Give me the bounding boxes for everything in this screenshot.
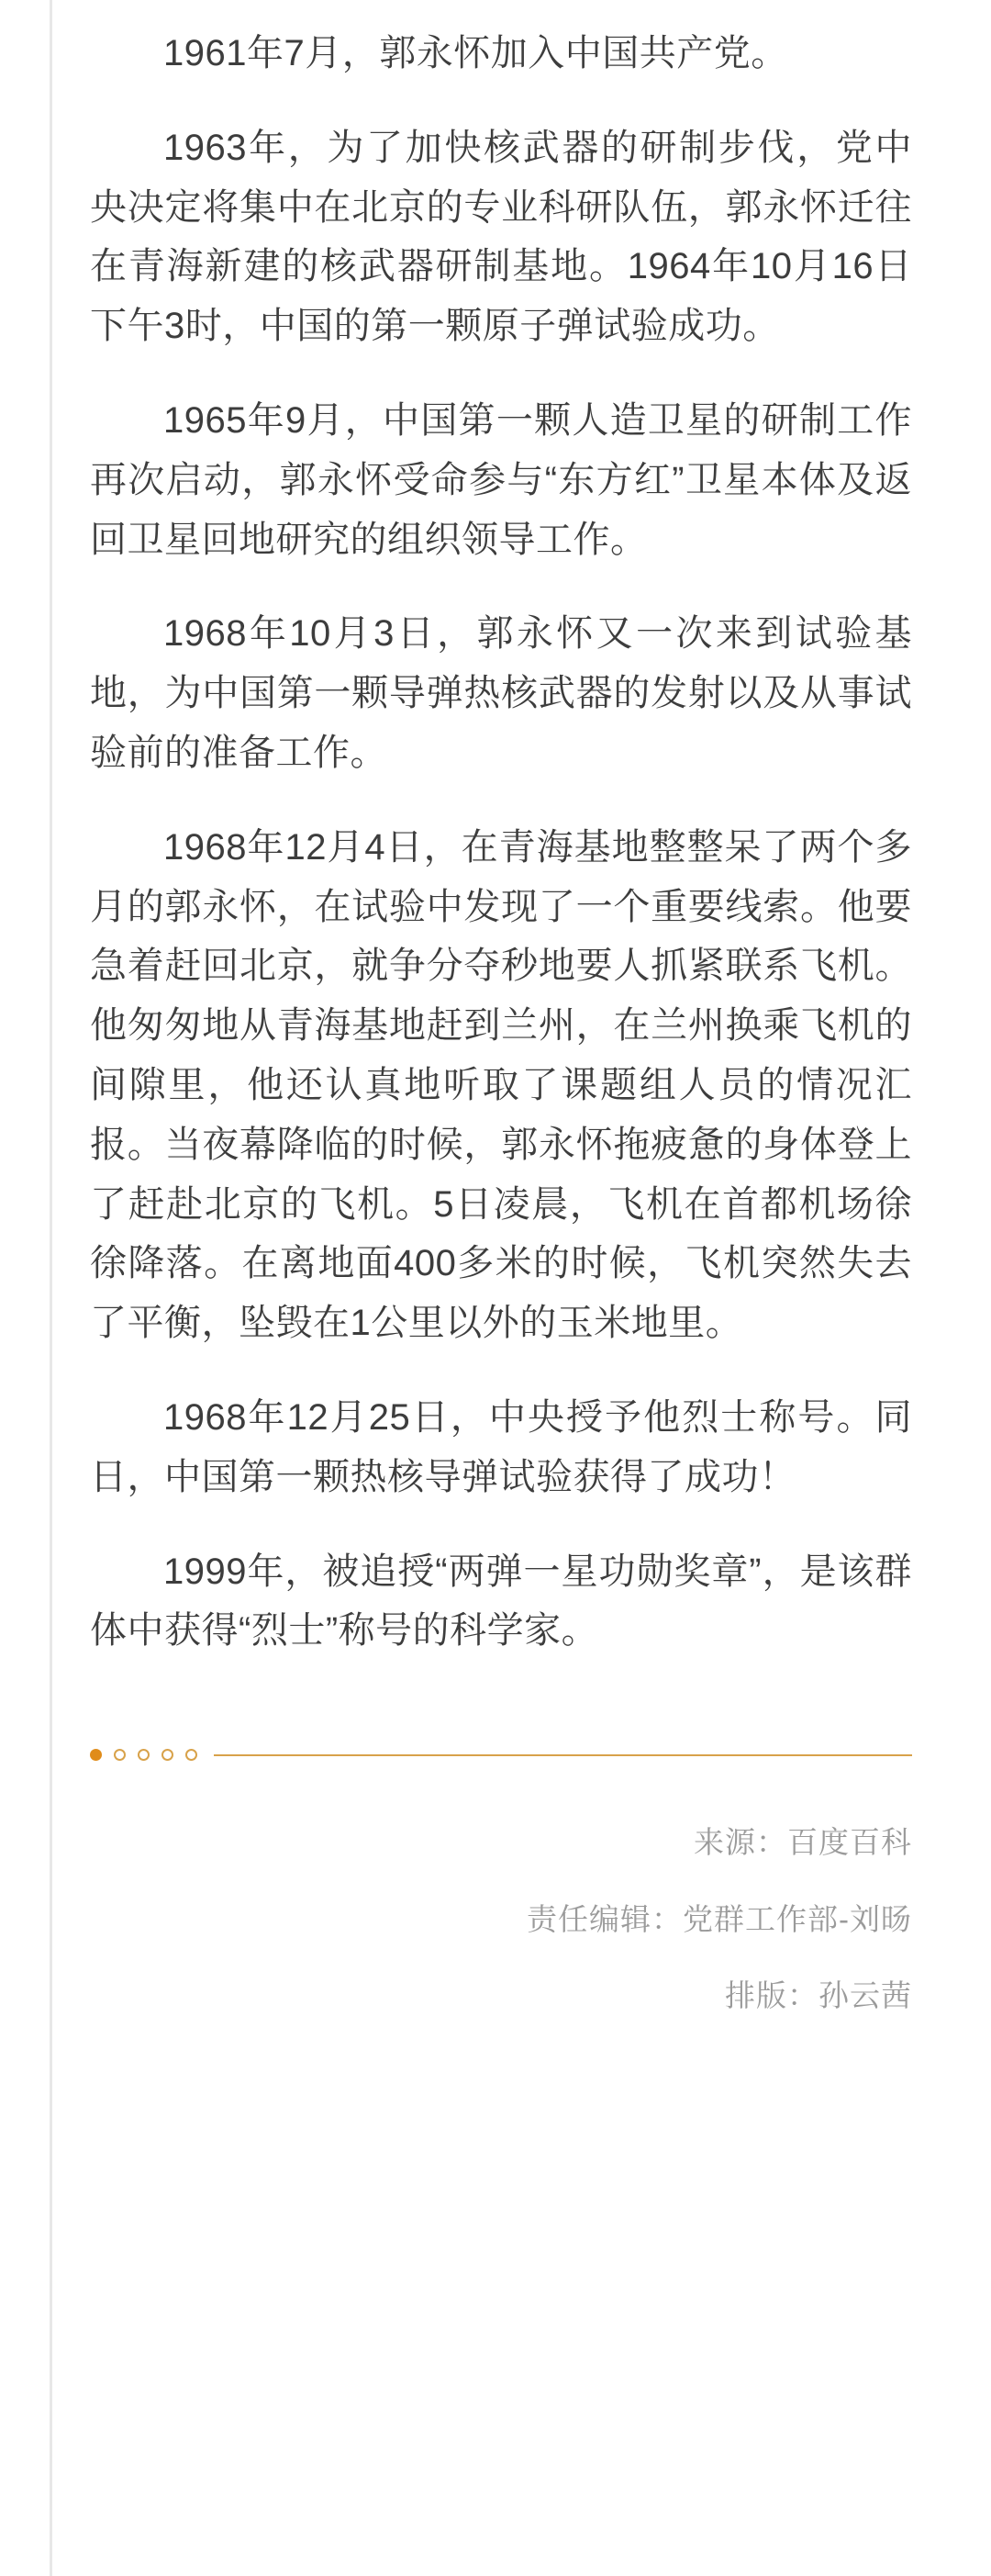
paragraph-5: 1968年12月4日，在青海基地整整呆了两个多月的郭永怀，在试验中发现了一个重要线索。他要急着赶回北京，就争分夺秒地要人抓紧联系飞机。他匆匆地从青海基地赶到兰州，在兰州换乘飞机的间隙里，他还认真地听取了课题组人员的情况汇报。当夜幕降临的时候，郭永怀拖疲惫的身体登上了赶赴北京的飞机。5日凌晨，飞机在首都机场徐徐降落。在离地面400多米的时候，飞机突然失去了平衡，坠毁在1公里以外的玉米地里。: [90, 826, 912, 1344]
credits-block: [0, 1820, 991, 2019]
dot-icon: [90, 1749, 102, 1761]
dot-icon: [138, 1749, 150, 1761]
paragraph-4: 1968年10月3日，郭永怀又一次来到试验基地，为中国第一颗导弹热核武器的发射以及从事试验前的准备工作。: [90, 613, 912, 773]
dot-icon: [114, 1749, 126, 1761]
paragraph-1: 1961年7月，郭永怀加入中国共产党。: [163, 33, 788, 73]
bottom-spacer: [0, 2019, 991, 2129]
dot-icon: [185, 1749, 197, 1761]
article-body: [90, 0, 912, 1661]
section-divider: [0, 1749, 991, 1761]
credit-source: 来源：百度百科: [694, 1825, 912, 1860]
paragraph-6: 1968年12月25日，中央授予他烈士称号。同日，中国第一颗热核导弹试验获得了成功！: [90, 1396, 912, 1497]
left-vertical-rule: [50, 0, 52, 2576]
dot-icon: [161, 1749, 173, 1761]
paragraph-2: 1963年，为了加快核武器的研制步伐，党中央决定将集中在北京的专业科研队伍，郭永怀迁往在青海新建的核武器研制基地。1964年10月16日下午3时，中国的第一颗原子弹试验成功。: [90, 127, 912, 347]
credit-layout: 排版：孙云茜: [725, 1978, 912, 2013]
paragraph-3: 1965年9月，中国第一颗人造卫星的研制工作再次启动，郭永怀受命参与“东方红”卫星本体及返回卫星回地研究的组织领导工作。: [90, 399, 912, 560]
dot-ornament: [90, 1749, 197, 1761]
divider-line: [214, 1754, 912, 1756]
credit-editor: 责任编辑：党群工作部-刘旸: [527, 1901, 912, 1936]
paragraph-7: 1999年，被追授“两弹一星功勋奖章”，是该群体中获得“烈士”称号的科学家。: [90, 1551, 912, 1652]
